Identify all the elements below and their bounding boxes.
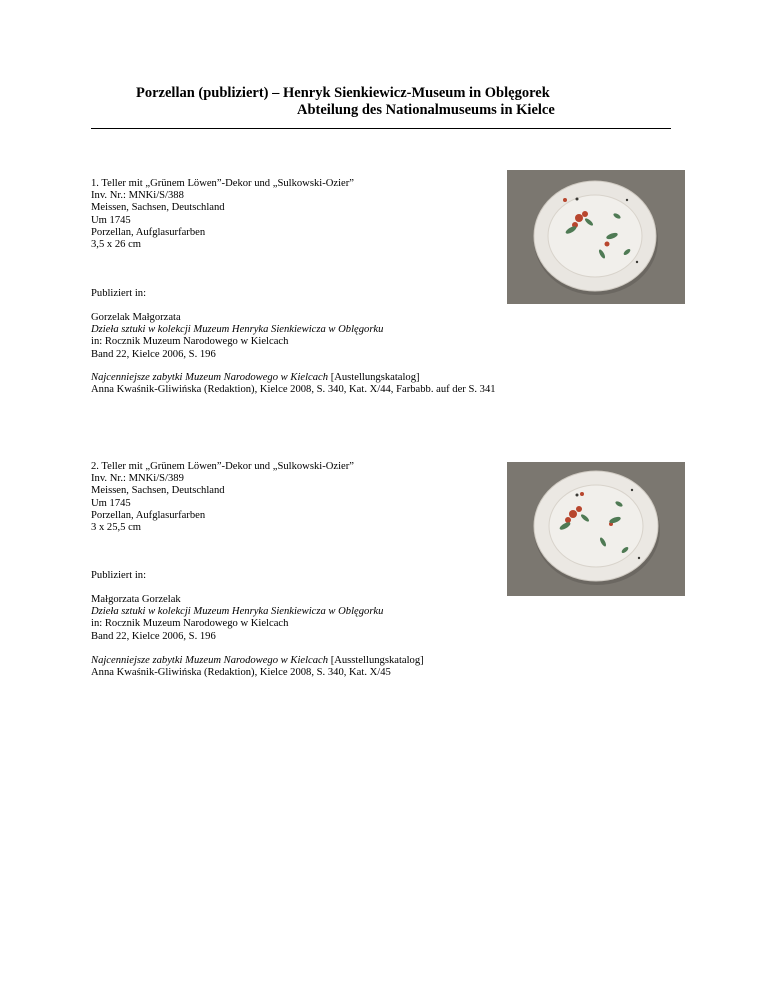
catalog-title: Najcenniejsze zabytki Muzeum Narodowego w Kielcach [91,655,329,666]
catalog-type: [Ausstellungskatalog] [328,655,424,666]
item-1-publication-1 [91,312,383,361]
item-heading: 2. Teller mit „Grünem Löwen”-Dekor und „Sulkowski-Ozier” [91,461,354,472]
item-inventory-number: Inv. Nr.: MNKi/S/389 [91,473,184,485]
publication-title: Dzieła sztuki w kolekcji Muzeum Henryka Sienkiewicza w Oblęgorku [91,324,384,336]
item-1-published-label: Publiziert in: [91,288,147,299]
item-2-publication-2 [91,655,424,679]
item-dimensions: 3 x 25,5 cm [91,521,142,533]
catalog-detail: Anna Kwaśnik-Gliwińska (Redaktion), Kielce 2008, S. 340, Kat. X/45 [91,667,391,679]
item-heading: 1. Teller mit „Grünem Löwen”-Dekor und „Sulkowski-Ozier” [91,178,354,189]
item-dimensions: 3,5 x 26 cm [91,238,142,250]
publication-author: Gorzelak Małgorzata [91,312,181,323]
item-inventory-number: Inv. Nr.: MNKi/S/388 [91,190,184,202]
item-1-publication-2 [91,372,496,396]
item-2-details [91,461,354,534]
item-2-published-label: Publiziert in: [91,570,147,581]
plate-1-photo [507,170,685,304]
item-1-details [91,178,354,251]
publication-author: Małgorzata Gorzelak [91,594,181,605]
item-place: Meissen, Sachsen, Deutschland [91,202,225,214]
catalog-title: Najcenniejsze zabytki Muzeum Narodowego w Kielcach [91,372,329,383]
publication-title: Dzieła sztuki w kolekcji Muzeum Henryka Sienkiewicza w Oblęgorku [91,606,384,618]
catalog-detail: Anna Kwaśnik-Gliwińska (Redaktion), Kielce 2008, S. 340, Kat. X/44, Farbabb. auf der S. 341 [91,384,496,396]
item-material: Porzellan, Aufglasurfarben [91,226,206,238]
title-line-2: Abteilung des Nationalmuseums in Kielce [297,102,555,118]
title-line-1: Porzellan (publiziert) – Henryk Sienkiewicz-Museum in Oblęgorek [136,85,550,101]
item-place: Meissen, Sachsen, Deutschland [91,485,225,497]
item-date: Um 1745 [91,214,131,226]
plate-2-photo [507,462,685,596]
item-date: Um 1745 [91,497,131,509]
title-divider [91,128,671,129]
publication-journal: in: Rocznik Muzeum Narodowego w Kielcach [91,336,289,348]
publication-volume: Band 22, Kielce 2006, S. 196 [91,348,216,360]
item-material: Porzellan, Aufglasurfarben [91,509,206,521]
catalog-type: [Austellungskatalog] [328,372,420,383]
publication-volume: Band 22, Kielce 2006, S. 196 [91,630,216,642]
publication-journal: in: Rocznik Muzeum Narodowego w Kielcach [91,618,289,630]
item-2-publication-1 [91,594,383,643]
